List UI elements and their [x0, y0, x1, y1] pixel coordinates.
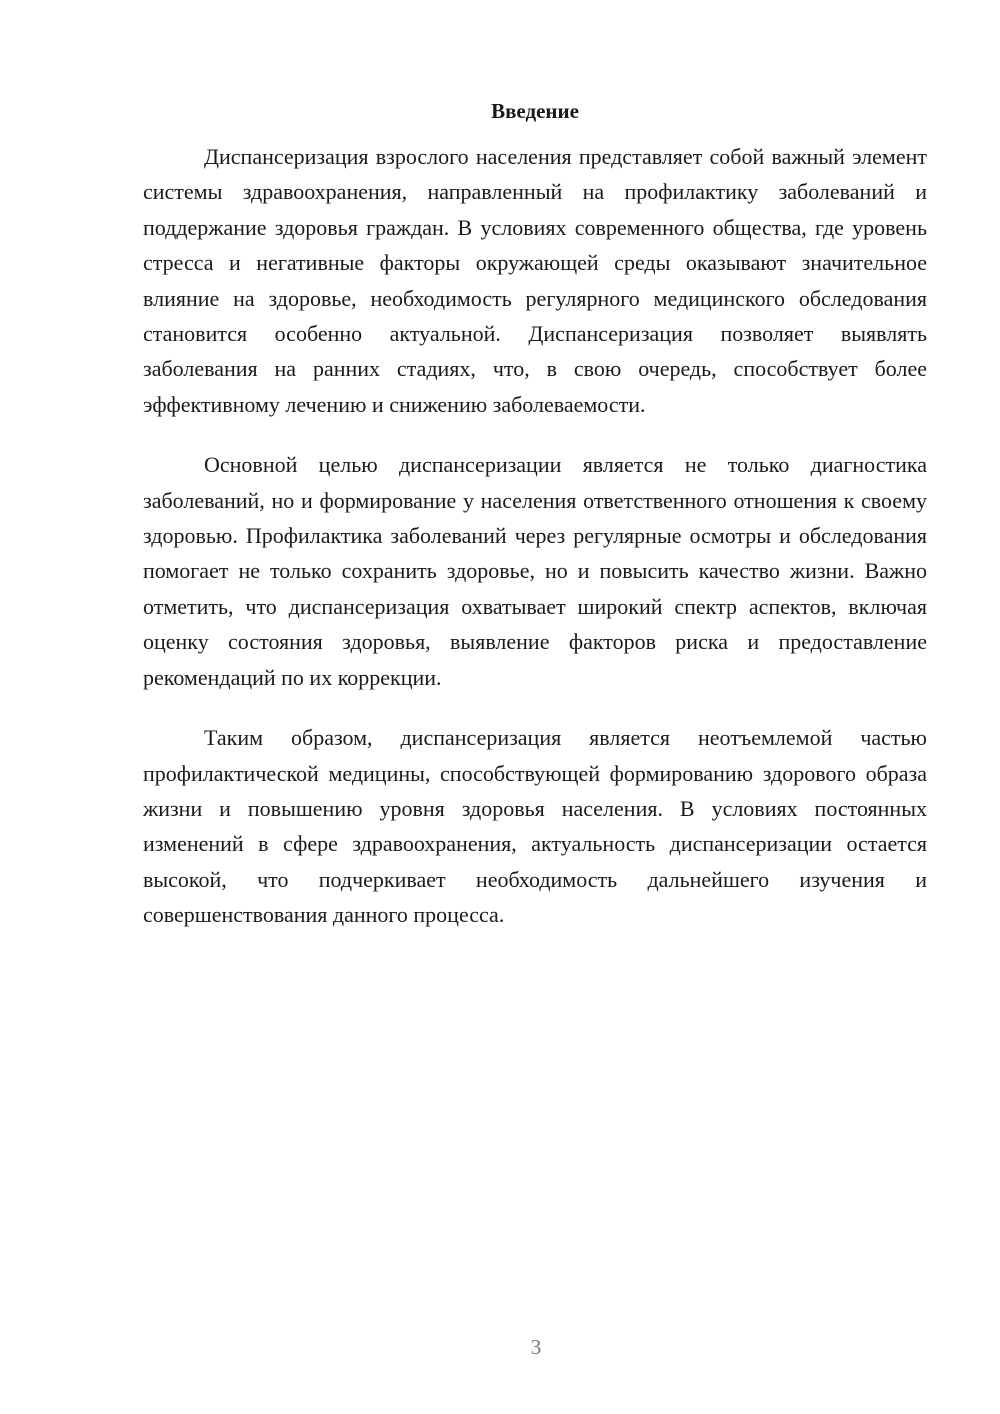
paragraph-1: Диспансеризация взрослого населения представляет собой важный элемент системы здравоохранения, направленный на профилактику заболеваний и поддержание здоровья граждан. В условиях современного общества, где уровень стресса и негативные факторы окружающей среды оказывают значительное влияние на здоровье, необходимость регулярного медицинского обследования становится особенно актуальной. Диспансеризация позволяет выявлять заболевания на ранних стадиях, что, в свою очередь, способствует более эффективному лечению и снижению заболеваемости. [143, 144, 927, 417]
section-heading: Введение [491, 99, 579, 123]
page-number: 3 [530, 1335, 542, 1359]
paragraph-2: Основной целью диспансеризации является не только диагностика заболеваний, но и формирование у населения ответственного отношения к своему здоровью. Профилактика заболеваний через регулярные осмотры и обследования помогает не только сохранить здоровье, но и повысить качество жизни. Важно отметить, что диспансеризация охватывает широкий спектр аспектов, включая оценку состояния здоровья, выявление факторов риска и предоставление рекомендаций по их коррекции. [143, 452, 927, 690]
page-content [143, 96, 927, 958]
paragraph-3: Таким образом, диспансеризация является неотъемлемой частью профилактической медицины, способствующей формированию здорового образа жизни и повышению уровня здоровья населения. В условиях постоянных изменений в сфере здравоохранения, актуальность диспансеризации остается высокой, что подчеркивает необходимость дальнейшего изучения и совершенствования данного процесса. [143, 725, 927, 928]
